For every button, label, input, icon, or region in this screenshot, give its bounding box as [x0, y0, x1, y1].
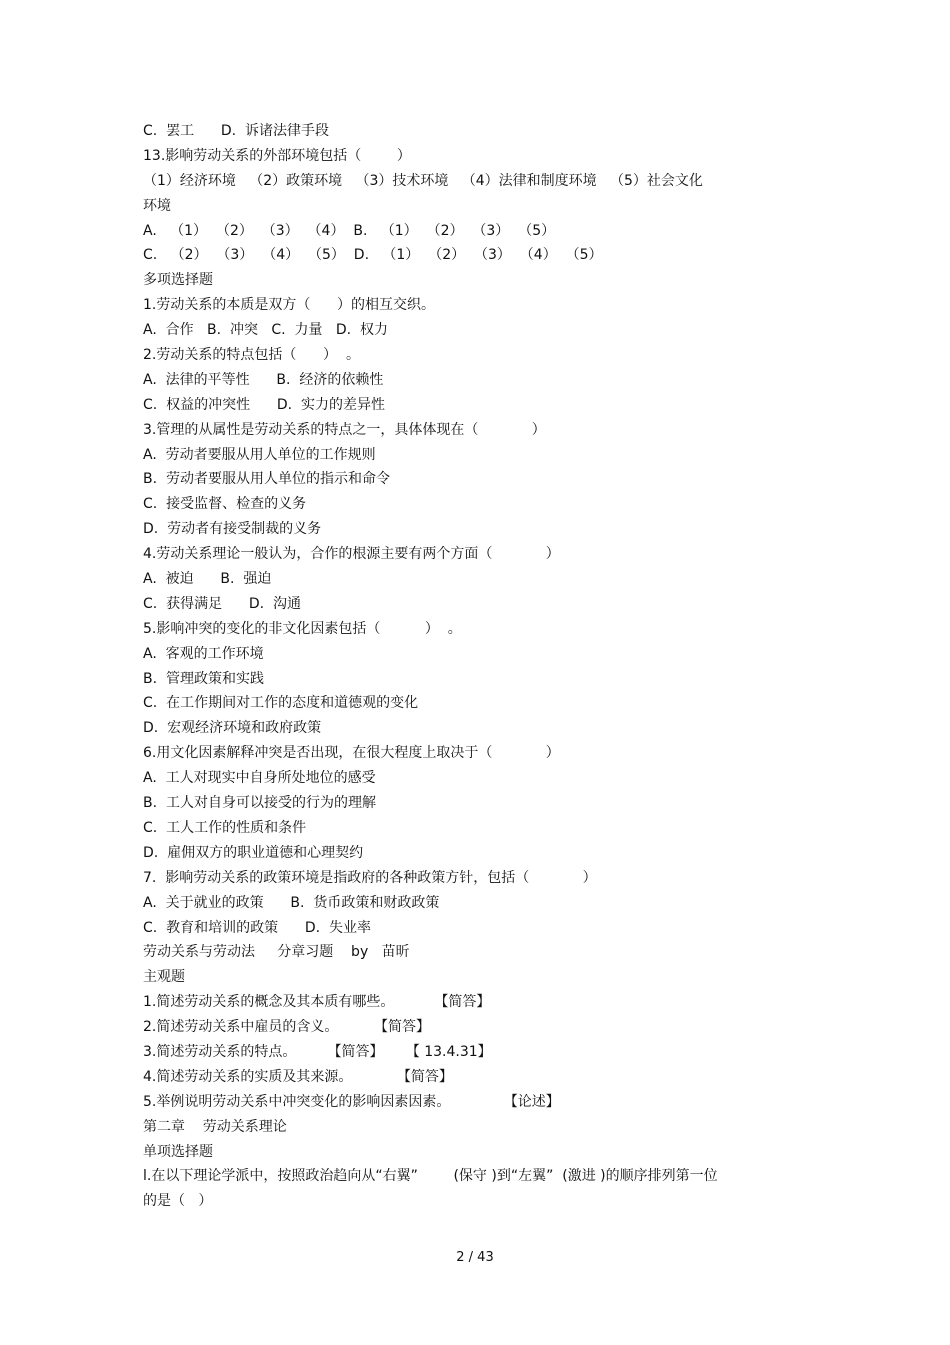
- option-line: D. 劳动者有接受制裁的义务: [143, 521, 322, 538]
- option-line: A. 劳动者要服从用人单位的工作规则: [143, 446, 376, 463]
- question-line: 3.管理的从属性是劳动关系的特点之一，具体体现在（ ）: [143, 421, 546, 438]
- question-line: 4.简述劳动关系的实质及其来源。 【简答】: [143, 1068, 453, 1085]
- question-line: l.在以下理论学派中，按照政治趋向从“右翼” (保守 )到“左翼” (激进 )的顺序排列第一位: [143, 1168, 718, 1185]
- option-line: B. 管理政策和实践: [143, 670, 264, 687]
- option-line: A. 客观的工作环境: [143, 645, 264, 662]
- text-line: C. 罢工 D. 诉诸法律手段: [143, 123, 329, 139]
- section-heading: 多项选择题: [143, 272, 213, 289]
- question-line: 1.简述劳动关系的概念及其本质有哪些。 【简答】: [143, 994, 491, 1011]
- option-line: A. 被迫 B. 强迫: [143, 571, 272, 588]
- text-line: 的是（ ）: [143, 1193, 213, 1210]
- option-line: A. （1） （2） （3） （4） B. （1） （2） （3） （5）: [143, 222, 556, 239]
- option-line: A. 合作 B. 冲突 C. 力量 D. 权力: [143, 322, 388, 339]
- page-number: 2 / 43: [456, 1250, 494, 1265]
- question-13: 13.影响劳动关系的外部环境包括（ ）: [143, 147, 411, 164]
- question-line: 1.劳动关系的本质是双方（ ）的相互交织。: [143, 297, 436, 314]
- option-line: B. 工人对自身可以接受的行为的理解: [143, 795, 376, 812]
- question-line: 3.简述劳动关系的特点。 【简答】 【 13.4.31】: [143, 1043, 492, 1060]
- option-line: A. 法律的平等性 B. 经济的依赖性: [143, 371, 384, 388]
- document-body: [143, 119, 793, 1214]
- option-line: C. 获得满足 D. 沟通: [143, 595, 301, 612]
- question-line: 5.影响冲突的变化的非文化因素包括（ ） 。: [143, 620, 462, 637]
- section-heading: 单项选择题: [143, 1143, 213, 1160]
- option-line: C. 在工作期间对工作的态度和道德观的变化: [143, 695, 419, 712]
- question-line: 5.举例说明劳动关系中冲突变化的影响因素因素。 【论述】: [143, 1093, 560, 1110]
- question-line: 2.简述劳动关系中雇员的含义。 【简答】: [143, 1019, 430, 1036]
- option-line: D. 雇佣双方的职业道德和心理契约: [143, 844, 364, 861]
- option-line: C. 权益的冲突性 D. 实力的差异性: [143, 396, 385, 413]
- option-line: B. 劳动者要服从用人单位的指示和命令: [143, 471, 390, 488]
- document-subtitle: 劳动关系与劳动法 分章习题 by 苗昕: [143, 944, 410, 961]
- option-line: A. 关于就业的政策 B. 货币政策和财政政策: [143, 894, 440, 911]
- question-line: 4.劳动关系理论一般认为，合作的根源主要有两个方面（ ）: [143, 546, 560, 563]
- question-line: 7. 影响劳动关系的政策环境是指政府的各种政策方针，包括（ ）: [143, 869, 597, 886]
- chapter-heading: 第二章 劳动关系理论: [143, 1118, 287, 1135]
- text-line: 环境: [143, 197, 171, 214]
- option-line: D. 宏观经济环境和政府政策: [143, 720, 322, 737]
- text-line: （1）经济环境 （2）政策环境 （3）技术环境 （4）法律和制度环境 （5）社会文化: [143, 172, 703, 189]
- option-line: C. （2） （3） （4） （5） D. （1） （2） （3） （4） （5）: [143, 247, 603, 264]
- option-line: A. 工人对现实中自身所处地位的感受: [143, 770, 376, 787]
- question-line: 2.劳动关系的特点包括（ ） 。: [143, 347, 360, 364]
- section-heading: 主观题: [143, 969, 185, 986]
- option-line: C. 教育和培训的政策 D. 失业率: [143, 919, 371, 936]
- option-line: C. 接受监督、检查的义务: [143, 496, 307, 513]
- option-line: C. 工人工作的性质和条件: [143, 819, 307, 836]
- question-line: 6.用文化因素解释冲突是否出现，在很大程度上取决于（ ）: [143, 745, 560, 762]
